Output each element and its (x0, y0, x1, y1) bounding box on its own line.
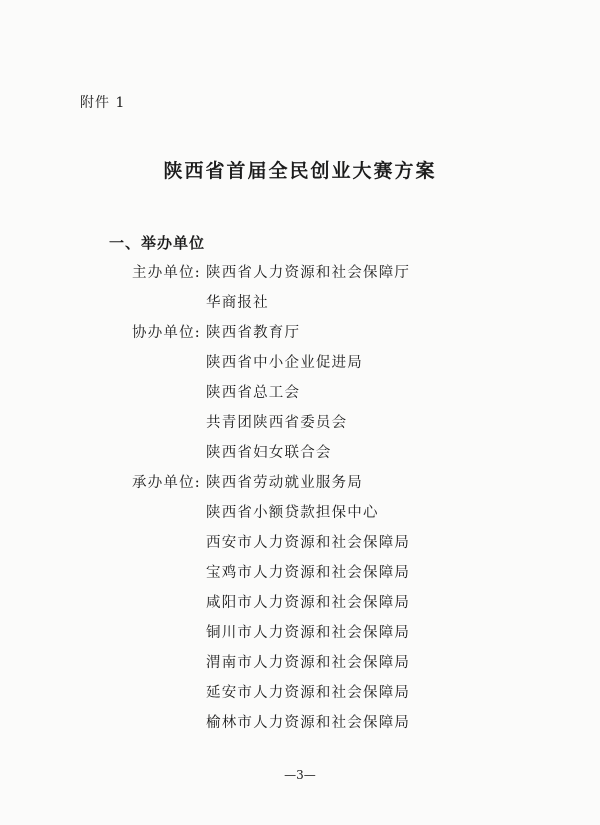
organizer-role-label (132, 292, 206, 322)
organizer-name: 宝鸡市人力资源和社会保障局 (206, 565, 411, 581)
organizer-row (132, 262, 410, 292)
organizer-role-label (132, 562, 206, 592)
organizer-role-label: 主办单位: (132, 265, 201, 281)
organizer-role-label (132, 352, 206, 382)
organizer-name: 陕西省总工会 (206, 385, 301, 401)
organizer-row (132, 712, 410, 742)
organizer-row (132, 532, 410, 562)
organizer-name: 铜川市人力资源和社会保障局 (206, 625, 411, 641)
organizer-role-label (132, 412, 206, 442)
organizer-row (132, 322, 410, 352)
organizer-name: 陕西省劳动就业服务局 (206, 475, 363, 491)
organizer-row (132, 412, 410, 442)
organizer-name: 陕西省中小企业促进局 (206, 355, 363, 371)
organizer-name: 共青团陕西省委员会 (206, 415, 348, 431)
organizer-role-label (132, 712, 206, 742)
organizer-row (132, 652, 410, 682)
organizer-row (132, 292, 410, 322)
organizer-row (132, 382, 410, 412)
organizer-role-label: 承办单位: (132, 475, 201, 491)
organizer-name: 陕西省妇女联合会 (206, 445, 332, 461)
organizer-name: 陕西省人力资源和社会保障厅 (206, 265, 411, 281)
organizer-role-label (132, 652, 206, 682)
organizer-name: 陕西省教育厅 (206, 325, 301, 341)
organizer-list (132, 262, 410, 742)
organizer-role-label: 协办单位: (132, 325, 201, 341)
organizer-row (132, 592, 410, 622)
attachment-label: 附件 1 (80, 95, 126, 111)
organizer-row (132, 442, 410, 472)
organizer-row (132, 562, 410, 592)
organizer-role-label (132, 532, 206, 562)
organizer-name: 华商报社 (206, 295, 269, 311)
organizer-row (132, 502, 410, 532)
organizer-name: 榆林市人力资源和社会保障局 (206, 715, 411, 731)
organizer-role-label (132, 622, 206, 652)
organizer-row (132, 472, 410, 502)
page-number: —3— (284, 768, 316, 782)
organizer-name: 渭南市人力资源和社会保障局 (206, 655, 411, 671)
organizer-role-label (132, 442, 206, 472)
organizer-role-label (132, 502, 206, 532)
organizer-name: 咸阳市人力资源和社会保障局 (206, 595, 411, 611)
document-title: 陕西省首届全民创业大赛方案 (163, 160, 437, 182)
organizer-role-label (132, 592, 206, 622)
organizer-row (132, 352, 410, 382)
organizer-role-label (132, 682, 206, 712)
organizer-name: 延安市人力资源和社会保障局 (206, 685, 411, 701)
organizer-role-label (132, 382, 206, 412)
section-heading: 一、举办单位 (109, 234, 206, 252)
organizer-name: 陕西省小额贷款担保中心 (206, 505, 379, 521)
organizer-row (132, 622, 410, 652)
organizer-row (132, 682, 410, 712)
organizer-name: 西安市人力资源和社会保障局 (206, 535, 411, 551)
